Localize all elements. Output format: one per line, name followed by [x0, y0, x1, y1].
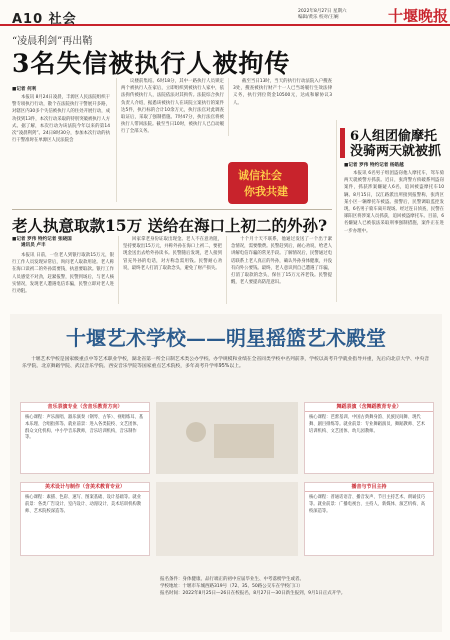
integrity-badge	[228, 162, 308, 204]
badge-line1: 诚信社会	[238, 169, 282, 182]
article1-title: 3名失信被执行人被拘传	[12, 49, 291, 78]
issue-editors: 编辑/黄乐 校对/王娴	[298, 15, 339, 20]
major-broadcast-text: 核心课程：普通话语音、播音发声、节目主持艺术、朗诵技巧等。就业前景：广播电视台、主持人、新媒体、演艺机构、高校深造等。	[309, 495, 426, 514]
column-divider	[336, 120, 337, 302]
article1-col2: 议楼前集结。6时18分，其中一路执行人员锁定两个被执行人在家后，立即组织到被执行人家中，依法拘传被执行人，法院依法对其拘传。法院综合执行负责人介绍，据悉该被执行人在该院立案执行的案件达5件，执行标的合计10余万元，执行法官对此调查取证后，采取了强制措施。7时47分，执行法官将被执行人带回法院。截至当日10时，被执行人已自动履行了全部义务。	[116, 78, 224, 202]
ad-title: 十堰艺术学校——明星摇篮艺术殿堂	[66, 326, 386, 350]
ad-photo-placeholder-2	[156, 482, 298, 556]
major-art-text: 核心课程：素描、色彩、速写、图案基础、设计基础等。就业前景：各类广告设计、室内设计、动漫设计、美术培训机构教师、艺术院校深造等。	[25, 495, 142, 514]
major-music-heading: 音乐表演专业（含音乐教育方向）	[21, 403, 149, 412]
article3-title: 老人执意取款15万 送给在海口上初二的外孙?	[12, 216, 328, 235]
article3-byline: ■记者 罗伟 特约记者 张晓国 通讯员 卢丰	[12, 237, 72, 248]
section-divider	[12, 209, 332, 210]
major-broadcast-heading: 播音与节目主持	[305, 483, 433, 492]
major-dance-heading: 舞蹈表演（含舞蹈教育专业）	[305, 403, 433, 412]
major-music-text: 核心课程：声乐演唱、器乐演奏（钢琴、古筝）、视唱练耳、基本乐理、合唱指挥等。就业前景：进入各类院校、文艺团体、群众文化机构、中小学音乐教师，音乐培训机构，音乐制作等。	[25, 415, 144, 441]
article1-kicker: “凌晨利剑”再出鞘	[12, 36, 93, 47]
issue-meta	[298, 9, 346, 21]
article2-body: 本报讯 6名男子组团盗窃他人摩托车，驾车骑两天就被警方抓获。近日，张湾警方侦破系列盗窃案件，抓获涉案嫌疑人6名，追回被盗摩托车10辆。8月15日，汉江路派出所接到报警称，张湾区某小区一辆摩托车被盗。接警后，民警调取监控发现，6名男子骑车离开现场。经过连日侦查，民警在郧阳区将涉案人员抓获，追回被盗摩托车。目前，6名嫌疑人已被依法采取刑事强制措施，案件正在进一步办理中。	[344, 171, 444, 234]
newspaper-logo: 十堰晚报	[388, 7, 449, 25]
ad-info	[160, 576, 436, 597]
issue-date: 2022年8月27日 星期六	[298, 9, 347, 14]
major-dance-panel	[304, 402, 434, 474]
major-music-panel	[20, 402, 150, 474]
ad-photo-icon	[156, 402, 298, 474]
article3-col1: 本报讯 日前，一位老人到银行取款15万元，银行工作人员发现异常后，询问老人取款用途。老人称在海口读初二的外孙需要钱，执意要取款。银行工作人员感觉不对劲，赶紧报警，民警到场后，与老人核实情况，发现老人遭遇电信诈骗，民警立即对老人进行劝阻。	[12, 253, 114, 295]
article3-col2: 回家拿老身份证取出现金。老人不在意劝阻，坚持要取出15万元，并称外孙在海口上初二，要把现金送出去给外孙读书。民警随后发现，老人接到冒充外孙的电话，对方称急需用钱。民警耐心劝说，最终老人打消了取款念头，避免了财产损失。	[118, 236, 222, 304]
section-label: A10 社会	[12, 12, 77, 27]
major-dance-text: 核心课程：芭蕾基训、中国古典舞身韵、民族民间舞、现代舞、剧目排练等。就业前景：专业舞蹈演员、舞蹈教师、艺术培训机构、文艺团体、幼儿园教师。	[309, 415, 426, 434]
article1-byline: ■记者 何利	[12, 87, 37, 92]
article3-col3: 十个月十天不联系，他通过发送了一个出于紧急情况，需要缴费。民警赶到后，耐心劝说，给老人讲解电信诈骗的常见手段。了解情况后，民警通过电话联系上老人真正的外孙，确认外孙身体健康，并没有向外公要钱。最终，老人意识到自己遭遇了诈骗，打消了取款的念头，保住了15万元养老钱。民警提醒，老人要提高防范意识。	[226, 236, 332, 304]
article2-title: 6人组团偷摩托 没骑两天就被抓	[350, 129, 442, 159]
article1-col1: 本报讯 8月24日凌晨，丰源区人民法院组织干警专项执行行动，散个在法院执行干警展开多路，对辖区内30多个失信被执行人的住处开展行动，成功找到13件，本次行动采取的特别突破被执行人方式。据了解，本次行动为该法院今年以来的第14次“凌晨利剑”。24日8时30分，参加本次行动的执行干警准时在单源区人民法院会	[12, 95, 110, 144]
ad-photo-placeholder	[156, 402, 298, 474]
badge-line2: 你我共建	[244, 185, 288, 198]
ad-info-address: 学校地址：十堰市车城西路319号（72、35、50路公交车在学校门口）	[160, 584, 303, 589]
article2-byline: ■记者 罗伟 特约记者 杨皓越	[344, 163, 404, 168]
ad-info-requirement: 报名条件：身体健康、品行端正的初中应届毕业生、中考落榜学生或者。	[160, 577, 304, 582]
ad-intro: 十堰艺术学校是国家级重点中等艺术职业学校，湖北省第一所全日制艺术类公办学校。办学规模和业绩在全省同类学校中名列前茅，学校以高考升学就业指导并重，先后向北京大学、中央音乐学院、北京舞蹈学院、武汉音乐学院、西安音乐学院等国家重点艺术院校，多年高考升学率95%以上。	[22, 357, 430, 370]
major-art-panel	[20, 482, 150, 556]
major-broadcast-panel	[304, 482, 434, 556]
school-advertisement	[10, 314, 442, 632]
major-art-heading: 美术设计与制作（含美术教育专业）	[21, 483, 149, 492]
ad-info-schedule: 报名时间：2022年8月25日—26日在校报名，8月27日—30日新生报到，9月1日正式开学。	[160, 591, 346, 596]
article1-col3: 截至当日13时，当天的执行行动法院入户搜查3处，搜查被执行财产十一人已当场履行生效法律义务，执行到位资金10500元，达成和解协议3人。	[228, 78, 332, 136]
